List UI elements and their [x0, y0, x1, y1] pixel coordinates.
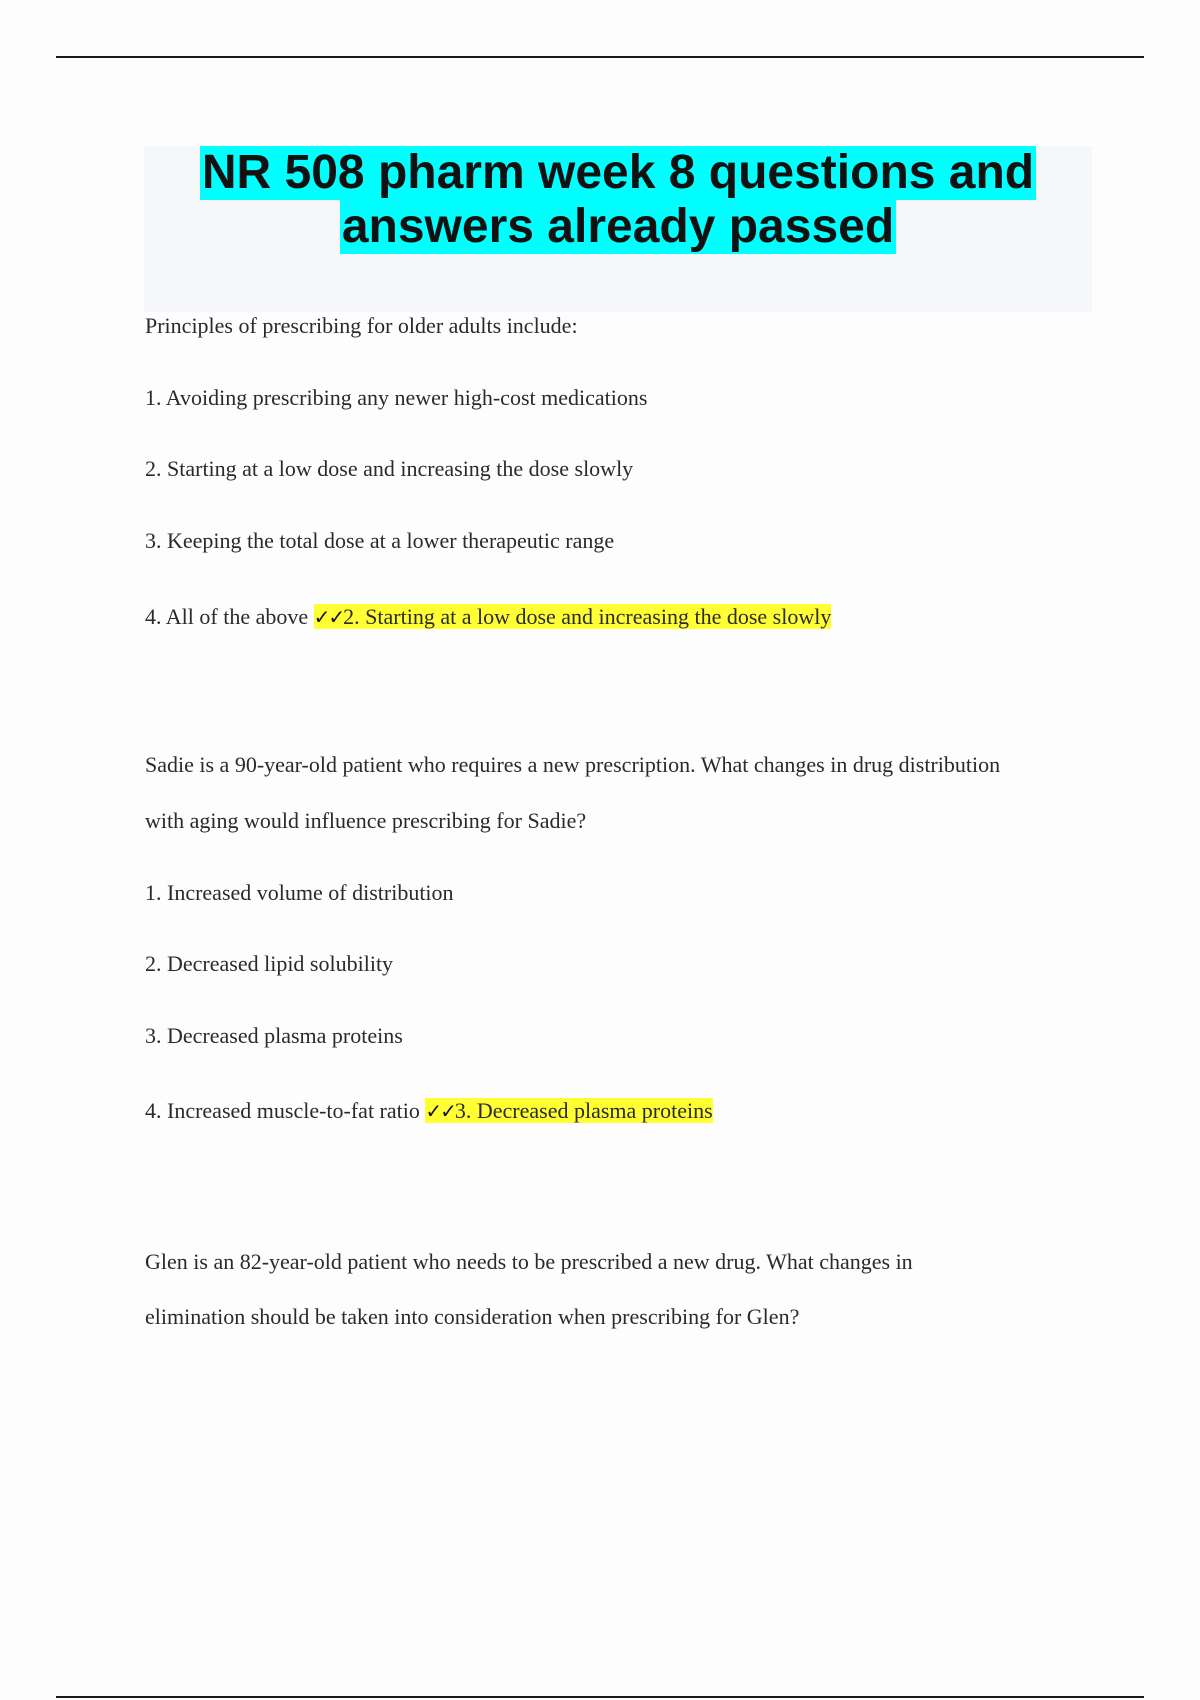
question-1-option-1: 1. Avoiding prescribing any newer high-cost medications: [145, 385, 648, 410]
title-line-1: NR 508 pharm week 8 questions and: [201, 146, 1035, 199]
question-2-stem-line-1: Sadie is a 90-year-old patient who requires a new prescription. What changes in drug distribution: [145, 752, 1001, 777]
title-block: [144, 146, 1092, 312]
question-1-answer: [314, 604, 832, 629]
question-2-stem-line-2: with aging would influence prescribing for Sadie?: [145, 808, 587, 833]
question-2-option-1: 1. Increased volume of distribution: [145, 880, 454, 905]
question-2-option-4: 4. Increased muscle-to-fat ratio: [145, 1098, 420, 1123]
checkmark-icon: ✓✓: [425, 1099, 455, 1123]
question-3-stem-line-1: Glen is an 82-year-old patient who needs to be prescribed a new drug. What changes in: [145, 1249, 913, 1274]
question-2-option-2: 2. Decreased lipid solubility: [145, 951, 394, 976]
question-1-option-4: 4. All of the above: [145, 604, 309, 629]
question-2-option-4-row: [145, 1098, 713, 1124]
top-rule: [56, 56, 1144, 58]
question-2-answer-text: 3. Decreased plasma proteins: [454, 1098, 713, 1123]
question-1-option-2: 2. Starting at a low dose and increasing the dose slowly: [145, 456, 634, 481]
question-3-stem-line-2: elimination should be taken into consideration when prescribing for Glen?: [145, 1304, 800, 1329]
question-1-option-4-row: [145, 604, 831, 630]
title-line-2: answers already passed: [341, 200, 895, 253]
question-2-option-3: 3. Decreased plasma proteins: [145, 1023, 403, 1048]
bottom-rule: [56, 1696, 1144, 1698]
question-1-answer-text: 2. Starting at a low dose and increasing the dose slowly: [343, 604, 832, 629]
question-2-answer: [425, 1098, 712, 1123]
checkmark-icon: ✓✓: [313, 605, 344, 629]
document-title: [144, 146, 1092, 254]
question-1-stem: Principles of prescribing for older adults include:: [145, 313, 578, 338]
question-1-option-3: 3. Keeping the total dose at a lower therapeutic range: [145, 528, 615, 553]
